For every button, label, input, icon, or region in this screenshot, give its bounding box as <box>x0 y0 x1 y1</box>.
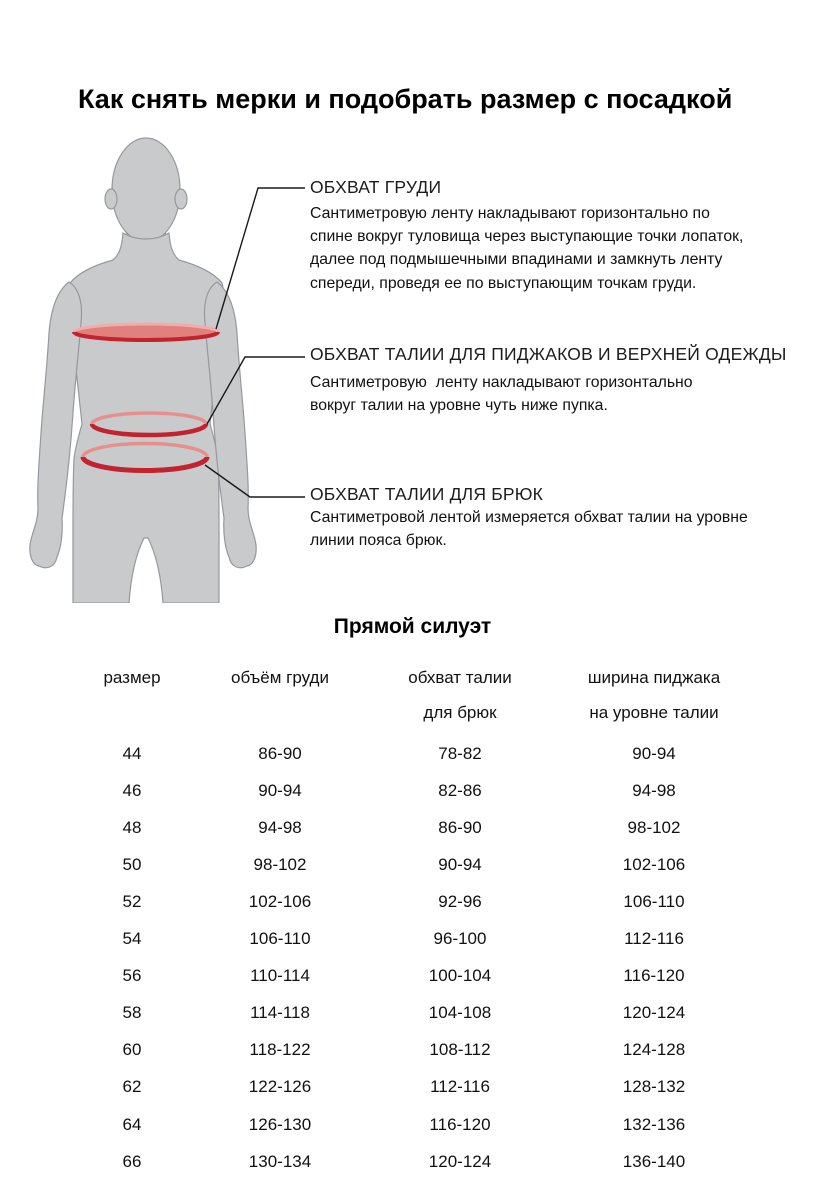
table-cell: 46 <box>122 781 142 801</box>
table-cell: 120-124 <box>622 1003 686 1023</box>
table-cell: 56 <box>122 966 142 986</box>
measurement-label-waist-jackets: ОБХВАТ ТАЛИИ ДЛЯ ПИДЖАКОВ И ВЕРХНЕЙ ОДЕЖДЫ <box>310 344 787 364</box>
table-cell: 120-124 <box>428 1151 492 1171</box>
table-cell: 126-130 <box>248 1114 312 1134</box>
table-cell: 82-86 <box>438 781 482 801</box>
table-row <box>0 892 825 914</box>
table-cell: 78-82 <box>438 744 482 763</box>
table-cell: 96-100 <box>433 929 487 949</box>
table-title: Прямой силуэт <box>333 615 492 638</box>
table-cell: 58 <box>122 1003 142 1023</box>
table-cell: 106-110 <box>623 892 685 912</box>
measurement-label-chest: ОБХВАТ ГРУДИ <box>310 177 442 197</box>
table-row <box>0 929 825 951</box>
table-row <box>0 781 825 803</box>
table-row <box>0 1077 825 1099</box>
desc-line: спине вокруг туловища через выступающие точки лопаток, <box>310 228 744 246</box>
table-cell: 86-90 <box>258 744 302 763</box>
table-cell: 94-98 <box>632 781 676 801</box>
table-cell: 112-116 <box>624 929 684 949</box>
table-cell: 128-132 <box>622 1077 686 1097</box>
table-cell: 98-102 <box>627 818 681 838</box>
desc-line: Сантиметровую ленту накладывают горизонтально по <box>310 205 710 222</box>
table-cell: 48 <box>122 818 142 838</box>
col-header-waist-line1: обхват талии <box>408 668 512 687</box>
table-cell: 106-110 <box>249 929 311 949</box>
page-title: Как снять мерки и подобрать размер с посадкой <box>78 84 733 114</box>
table-cell: 100-104 <box>428 966 492 986</box>
table-cell: 110-114 <box>250 966 310 986</box>
table-row <box>0 1152 825 1174</box>
table-cell: 60 <box>122 1040 142 1060</box>
table-cell: 122-126 <box>248 1077 312 1097</box>
table-row <box>0 966 825 988</box>
desc-line: линии пояса брюк. <box>310 532 447 550</box>
table-row <box>0 1003 825 1025</box>
col-header-waist-line2: для брюк <box>423 703 497 722</box>
table-cell: 112-116 <box>430 1077 490 1097</box>
table-row <box>0 1040 825 1062</box>
col-header-size: размер <box>103 668 161 687</box>
desc-line: Сантиметровую ленту накладывают горизонтально <box>310 374 693 391</box>
table-cell: 114-118 <box>250 1003 310 1023</box>
table-cell: 92-96 <box>438 892 482 912</box>
measurement-label-waist-trousers: ОБХВАТ ТАЛИИ ДЛЯ БРЮК <box>310 484 544 504</box>
table-cell: 64 <box>122 1114 142 1134</box>
desc-line: Сантиметровой лентой измеряется обхват талии на уровне <box>310 509 748 526</box>
table-cell: 136-140 <box>622 1151 686 1171</box>
col-header-jacket-width-line1: ширина пиджака <box>587 668 721 687</box>
table-cell: 90-94 <box>438 855 482 875</box>
table-cell: 44 <box>122 744 142 763</box>
table-cell: 50 <box>122 855 142 875</box>
table-cell: 54 <box>122 929 142 949</box>
table-row <box>0 744 825 766</box>
desc-line: спереди, проведя ее по выступающим точкам груди. <box>310 274 697 292</box>
col-header-jacket-width-line2: на уровне талии <box>589 703 719 722</box>
table-cell: 94-98 <box>258 818 302 838</box>
table-cell: 116-120 <box>623 966 685 986</box>
table-cell: 118-122 <box>249 1040 311 1060</box>
desc-line: далее под подмышечными впадинами и замкнуть ленту <box>310 251 723 269</box>
table-cell: 124-128 <box>622 1040 686 1060</box>
col-header-chest: объём груди <box>231 668 329 687</box>
table-row <box>0 1115 825 1137</box>
table-cell: 86-90 <box>438 818 482 838</box>
table-cell: 130-134 <box>248 1151 312 1171</box>
table-cell: 66 <box>122 1151 142 1171</box>
table-cell: 102-106 <box>248 892 312 912</box>
table-row <box>0 818 825 840</box>
table-row <box>0 855 825 877</box>
desc-line: вокруг талии на уровне чуть ниже пупка. <box>310 397 608 415</box>
table-cell: 108-112 <box>429 1040 491 1060</box>
table-cell: 102-106 <box>622 855 686 875</box>
table-cell: 52 <box>122 892 142 912</box>
table-cell: 62 <box>122 1077 142 1097</box>
table-cell: 90-94 <box>632 744 676 763</box>
table-cell: 132-136 <box>622 1114 686 1134</box>
table-cell: 90-94 <box>258 781 302 801</box>
table-cell: 116-120 <box>429 1114 491 1134</box>
table-cell: 104-108 <box>428 1003 492 1023</box>
table-cell: 98-102 <box>253 855 307 875</box>
